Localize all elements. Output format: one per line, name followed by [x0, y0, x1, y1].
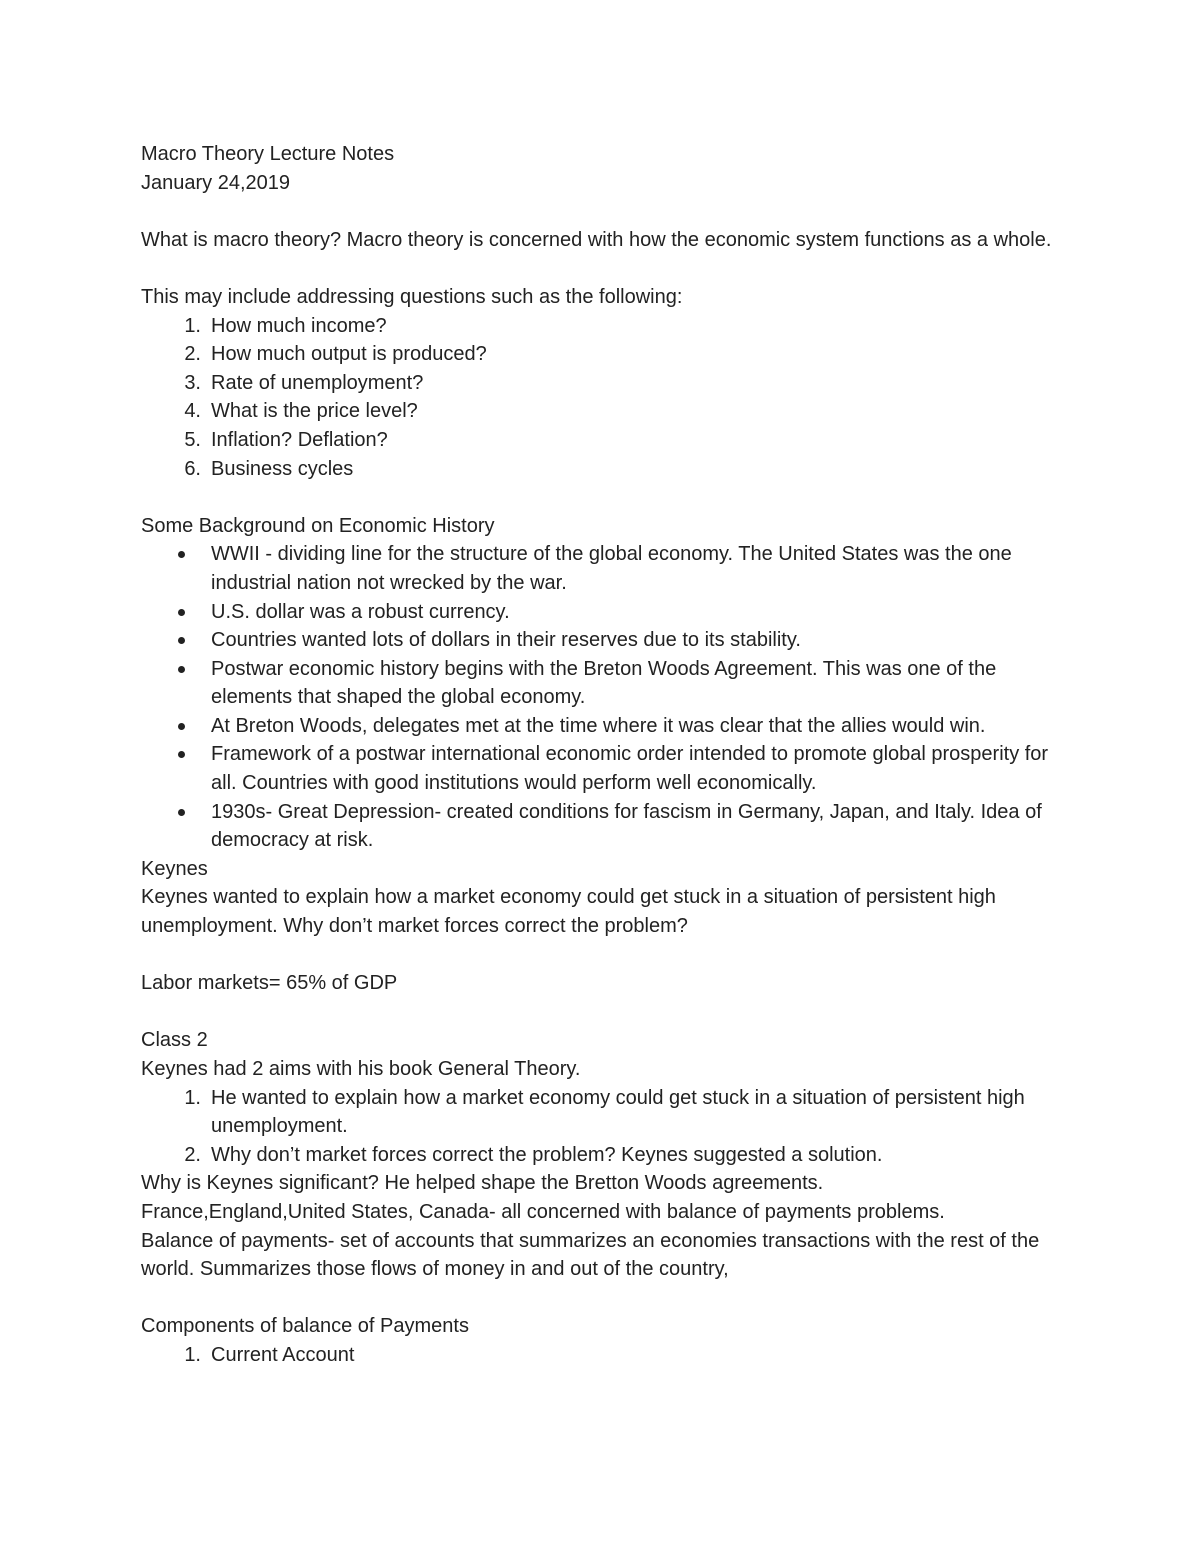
- list-item: [141, 397, 1061, 426]
- list-number: 2.: [184, 1143, 201, 1166]
- bullet-dot-icon: [178, 666, 185, 673]
- bullet-item: [141, 655, 1061, 712]
- list-item: [141, 369, 1061, 398]
- document-page: [141, 140, 1061, 1370]
- bullet-dot-icon: [178, 637, 185, 644]
- spacer: [141, 941, 1061, 970]
- list-item: [141, 1084, 1061, 1141]
- bullet-text: Countries wanted lots of dollars in their reserves due to its stability.: [211, 629, 801, 652]
- bullet-text: Postwar economic history begins with the Breton Woods Agreement. This was one of the elements that shaped the global economy.: [211, 657, 997, 709]
- bullet-text: Framework of a postwar international economic order intended to promote global prosperity for all. Countries with good institutions would perform well economically.: [211, 743, 1049, 795]
- bullet-dot-icon: [178, 723, 185, 730]
- spacer: [141, 197, 1061, 226]
- labor-markets-line: Labor markets= 65% of GDP: [141, 972, 398, 995]
- spacer: [141, 1284, 1061, 1313]
- document-title: Macro Theory Lecture Notes: [141, 143, 395, 165]
- bullet-item: [141, 540, 1061, 597]
- bullet-dot-icon: [178, 551, 185, 558]
- bullet-dot-icon: [178, 809, 185, 816]
- list-number: 1.: [184, 314, 201, 337]
- questions-intro: This may include addressing questions such as the following:: [141, 285, 683, 308]
- list-number: 1.: [184, 1086, 201, 1109]
- bullet-dot-icon: [178, 751, 185, 758]
- keynes-significance-paragraph: Why is Keynes significant? He helped shape the Bretton Woods agreements.: [141, 1172, 824, 1195]
- list-number: 3.: [184, 371, 201, 394]
- intro-paragraph: What is macro theory? Macro theory is concerned with how the economic system functions as a whole.: [141, 228, 1052, 251]
- spacer: [141, 998, 1061, 1027]
- list-item-text: Business cycles: [211, 457, 354, 480]
- bullet-text: 1930s- Great Depression- created conditions for fascism in Germany, Japan, and Italy. Idea of democracy at risk.: [211, 800, 1042, 852]
- bullet-item: [141, 598, 1061, 627]
- list-item-text: How much output is produced?: [211, 343, 487, 366]
- countries-paragraph: France,England,United States, Canada- all concerned with balance of payments problems.: [141, 1200, 945, 1223]
- list-item-text: Rate of unemployment?: [211, 371, 424, 394]
- balance-of-payments-paragraph: Balance of payments- set of accounts that summarizes an economies transactions with the rest of the world. Summarizes those flows of money in and out of the country,: [141, 1229, 1045, 1281]
- bullet-item: [141, 740, 1061, 797]
- keynes-paragraph: Keynes wanted to explain how a market economy could get stuck in a situation of persistent high unemployment. Why don’t market forces correct the problem?: [141, 886, 1002, 938]
- spacer: [141, 483, 1061, 512]
- bullet-item: [141, 712, 1061, 741]
- bullet-item: [141, 798, 1061, 855]
- list-item: [141, 340, 1061, 369]
- list-item: [141, 455, 1061, 484]
- background-heading: Some Background on Economic History: [141, 514, 495, 537]
- document-date: January 24,2019: [141, 171, 291, 194]
- keynes-heading: Keynes: [141, 857, 208, 880]
- list-item-text: Why don’t market forces correct the problem? Keynes suggested a solution.: [211, 1143, 883, 1166]
- background-bullet-list: [141, 540, 1061, 855]
- list-item-text: Inflation? Deflation?: [211, 428, 388, 451]
- spacer: [141, 254, 1061, 283]
- list-number: 4.: [184, 400, 201, 423]
- class2-heading: Class 2: [141, 1029, 208, 1052]
- list-item-text: He wanted to explain how a market economy could get stuck in a situation of persistent high unemployment.: [211, 1086, 1025, 1138]
- components-heading: Components of balance of Payments: [141, 1315, 469, 1338]
- bullet-text: At Breton Woods, delegates met at the time where it was clear that the allies would win.: [211, 714, 986, 737]
- list-item-text: How much income?: [211, 314, 387, 337]
- list-item: [141, 426, 1061, 455]
- list-item-text: Current Account: [211, 1343, 355, 1366]
- list-item: [141, 1341, 1061, 1370]
- list-number: 1.: [184, 1343, 201, 1366]
- list-number: 6.: [184, 457, 201, 480]
- list-item: [141, 1141, 1061, 1170]
- list-item-text: What is the price level?: [211, 400, 418, 423]
- class2-aims-list: [141, 1084, 1061, 1170]
- list-number: 2.: [184, 343, 201, 366]
- components-list: [141, 1341, 1061, 1370]
- bullet-dot-icon: [178, 609, 185, 616]
- bullet-item: [141, 626, 1061, 655]
- questions-list: [141, 312, 1061, 484]
- class2-intro: Keynes had 2 aims with his book General Theory.: [141, 1058, 581, 1080]
- bullet-text: U.S. dollar was a robust currency.: [211, 600, 510, 623]
- list-number: 5.: [184, 428, 201, 451]
- list-item: [141, 312, 1061, 341]
- bullet-text: WWII - dividing line for the structure of the global economy. The United States was the one industrial nation not wrecked by the war.: [211, 543, 1012, 594]
